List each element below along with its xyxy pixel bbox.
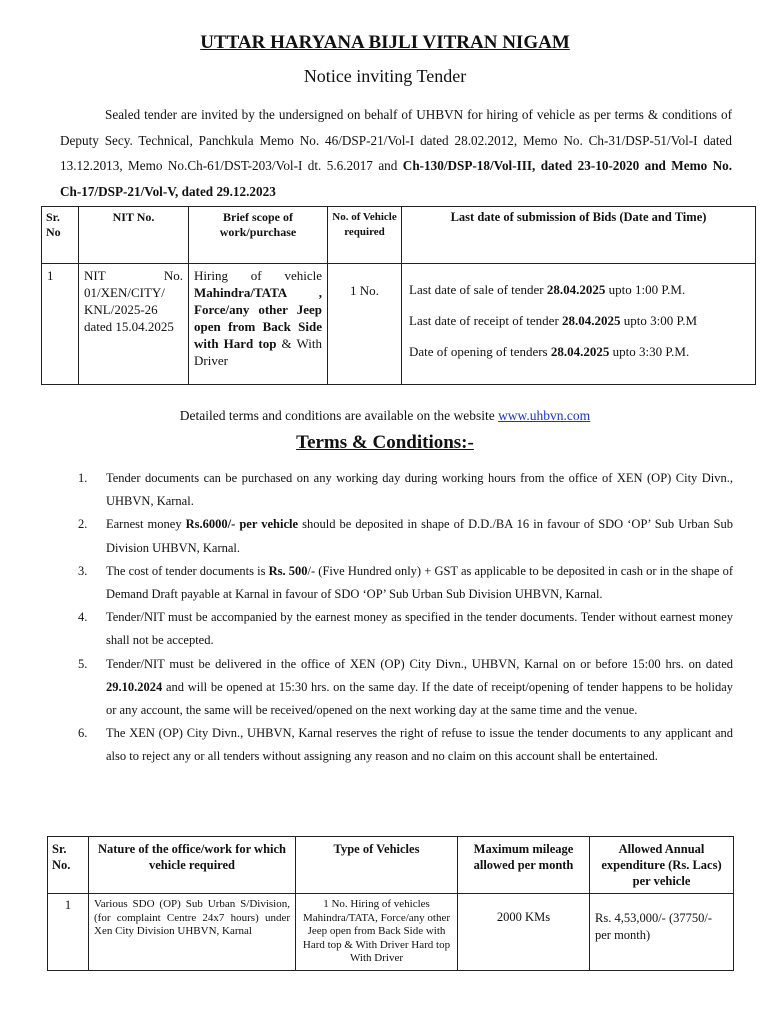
opening-date-line	[409, 343, 750, 360]
term-text: The cost of tender documents is	[106, 563, 269, 578]
term-number: 4.	[78, 610, 88, 625]
terms-heading: Terms & Conditions:-	[296, 432, 474, 453]
row-vehicle-type: 1 No. Hiring of vehicles Mahindra/TATA, Force/any other Jeep open from Back Side with Hard top & With Driver Hard top With Driver	[296, 894, 458, 971]
term-text-end: and will be opened at 15:30 hrs. on the same day. If the date of receipt/opening of tender happens to be holiday or any account, the same will be received/opened on the next working day at the same time and the venue.	[106, 679, 733, 718]
receipt-date: 28.04.2025	[562, 313, 621, 328]
header-vehicles-required: No. of Vehicle required	[328, 207, 402, 264]
term-text-end: /- (Five Hundred only) + GST as applicable to be deposited in cash or in the shape of Demand Draft payable at Karnal in favour of SDO ‘OP’ Sub Urban Sub Division UHBVN, Karnal.	[106, 563, 733, 602]
sale-time: upto 1:00 P.M.	[605, 282, 686, 297]
intro-paragraph	[60, 102, 732, 204]
table-row	[48, 894, 734, 971]
opening-date: 28.04.2025	[550, 344, 610, 359]
header-scope: Brief scope of work/purchase	[189, 207, 328, 264]
term-number: 6.	[78, 726, 88, 741]
intro-text-bold: Ch-130/DSP-18/Vol-III, dated 23-10-2020 and Memo No. Ch-17/DSP-21/Vol-V, dated 29.12.2023	[60, 158, 732, 199]
term-text: Tender/NIT must be delivered in the office of XEN (OP) City Divn., UHBVN, Karnal on or before 15:00 hrs. on dated	[106, 656, 733, 671]
term-number: 1.	[78, 471, 88, 485]
sale-label: Last date of sale of tender	[409, 282, 547, 297]
website-line	[0, 408, 770, 424]
term-text-end: should be deposited in shape of D.D./BA 16 in favour of SDO ‘OP’ Sub Urban Sub Division UHBVN, Karnal.	[106, 517, 733, 555]
term-number: 3.	[78, 563, 88, 578]
intro-text: Sealed tender are invited by the undersigned on behalf of UHBVN for hiring of vehicle as per terms & conditions of Deputy Secy. Technical, Panchkula Memo No. 46/DSP-21/Vol-I dated 28.02.2012, Memo No. Ch-31/DSP-51/Vol-I dated 13.12.2013, Memo No.Ch-61/DST-203/Vol-I dt. 5.6.2017 and	[60, 107, 732, 173]
term-text: Tender/NIT must be accompanied by the earnest money as specified in the tender documents. Tender without earnest money shall not be accepted.	[106, 610, 733, 648]
list-item	[78, 722, 733, 768]
term-number: 5.	[78, 656, 88, 671]
row-dates	[402, 264, 756, 385]
vehicle-table	[47, 836, 734, 971]
header-sr-no: Sr. No	[42, 207, 79, 264]
notice-subtitle: Notice inviting Tender	[303, 66, 467, 86]
list-item	[78, 653, 733, 723]
terms-list	[78, 467, 733, 769]
term-text: The XEN (OP) City Divn., UHBVN, Karnal reserves the right of refuse to issue the tender documents to any applicant and also to reject any or all tenders without assigning any reason and no claim on this account shall be entertained.	[106, 726, 733, 764]
row-vehicles: 1 No.	[328, 264, 402, 385]
list-item	[78, 513, 733, 559]
header-mileage: Maximum mileage allowed per month	[458, 837, 590, 894]
row-nit-no: NIT No. 01/XEN/CITY/ KNL/2025-26 dated 15.04.2025	[79, 264, 189, 385]
scope-text: Hiring of vehicle	[194, 268, 322, 283]
term-number: 2.	[78, 517, 88, 532]
receipt-label: Last date of receipt of tender	[409, 313, 563, 328]
website-link[interactable]: www.uhbvn.com	[498, 408, 591, 423]
term-text-bold: Rs.6000/- per vehicle	[185, 517, 299, 532]
list-item	[78, 467, 733, 513]
sale-date: 28.04.2025	[546, 282, 606, 297]
term-text-bold: 29.10.2024	[106, 679, 163, 694]
table-row	[42, 264, 756, 385]
scope-text-end: & With Driver	[194, 336, 322, 368]
list-item	[78, 560, 733, 606]
header-nature: Nature of the office/work for which vehicle required	[89, 837, 296, 894]
receipt-time: upto 3:00 P.M	[620, 313, 698, 328]
header-sr-no: Sr. No.	[48, 837, 89, 894]
tender-table-header-row	[42, 207, 756, 264]
opening-label: Date of opening of tenders	[409, 344, 551, 359]
row-expenditure: Rs. 4,53,000/- (37750/- per month)	[590, 894, 734, 971]
vehicle-table-header-row	[48, 837, 734, 894]
row-scope	[189, 264, 328, 385]
row-mileage: 2000 KMs	[458, 894, 590, 971]
receipt-date-line	[409, 312, 750, 329]
term-text: Earnest money	[106, 517, 186, 532]
header-submission-dates: Last date of submission of Bids (Date and Time)	[402, 207, 756, 264]
tender-table	[41, 206, 756, 385]
scope-text-bold: Mahindra/TATA , Force/any other Jeep open from Back Side with Hard top	[194, 285, 322, 351]
row-nature: Various SDO (OP) Sub Urban S/Division, (for complaint Centre 24x7 hours) under Xen City Division UHBVN, Karnal	[89, 894, 296, 971]
header-vehicle-type: Type of Vehicles	[296, 837, 458, 894]
row-sr-no: 1	[48, 894, 89, 971]
term-text: Tender documents can be purchased on any working day during working hours from the office of XEN (OP) City Divn., UHBVN, Karnal.	[106, 471, 733, 509]
list-item	[78, 606, 733, 652]
row-sr-no: 1	[42, 264, 79, 385]
organization-title: UTTAR HARYANA BIJLI VITRAN NIGAM	[200, 32, 570, 53]
website-text: Detailed terms and conditions are available on the website	[179, 408, 499, 423]
header-nit-no: NIT No.	[79, 207, 189, 264]
sale-date-line	[409, 281, 750, 298]
header-expenditure: Allowed Annual expenditure (Rs. Lacs) per vehicle	[590, 837, 734, 894]
term-text-bold: Rs. 500	[268, 563, 308, 578]
opening-time: upto 3:30 P.M.	[609, 344, 690, 359]
